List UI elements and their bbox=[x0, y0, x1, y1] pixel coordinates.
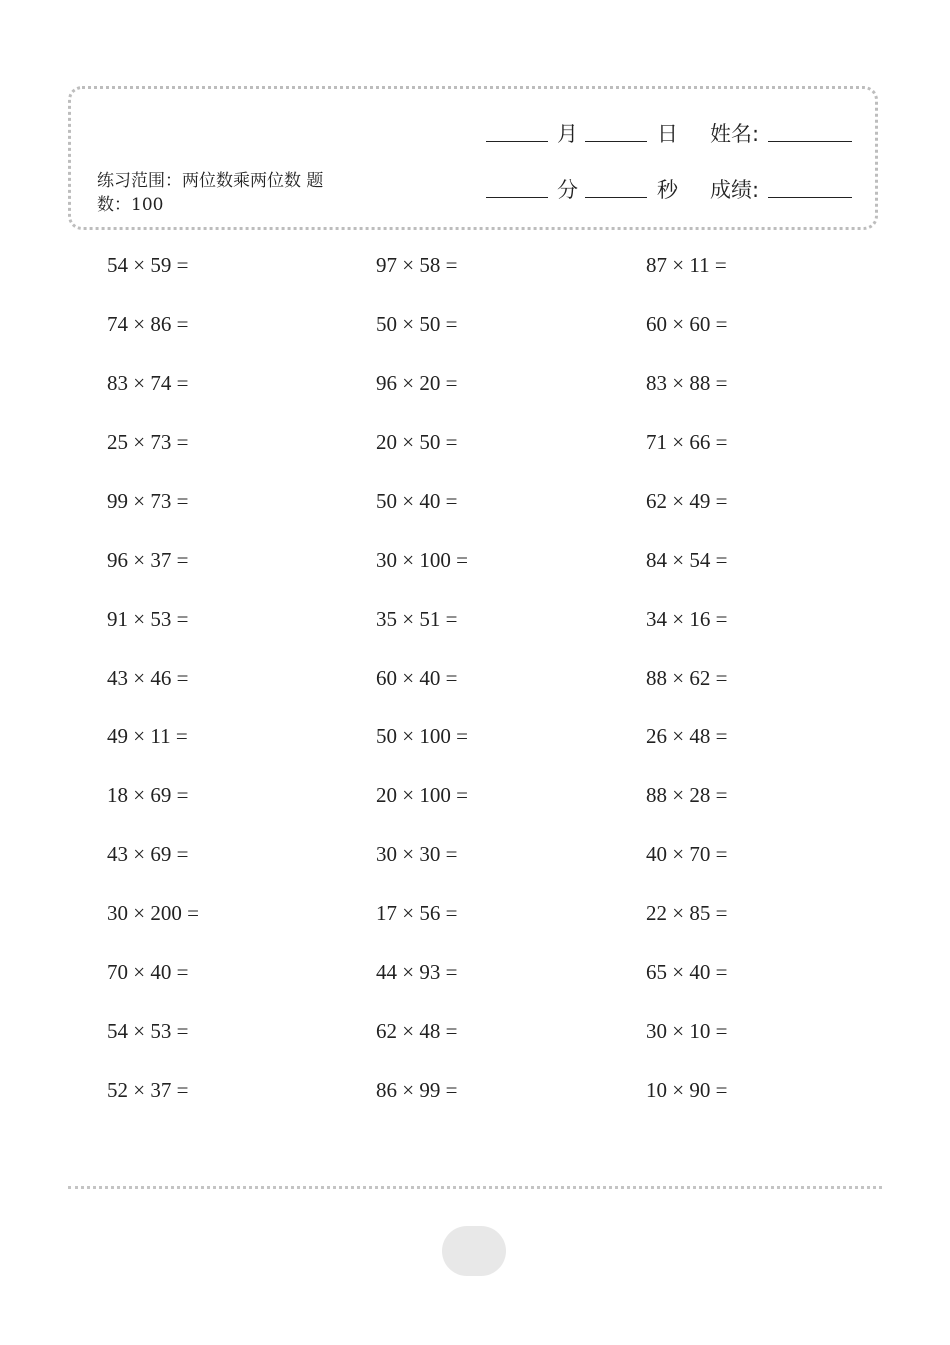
math-problem: 34 × 16 = bbox=[646, 606, 728, 631]
math-problem: 60 × 60 = bbox=[646, 311, 728, 336]
math-problem: 99 × 73 = bbox=[107, 488, 189, 513]
math-problem: 30 × 100 = bbox=[376, 547, 468, 572]
math-problem: 50 × 50 = bbox=[376, 311, 458, 336]
math-problem: 70 × 40 = bbox=[107, 960, 189, 985]
math-problem: 52 × 37 = bbox=[107, 1078, 189, 1103]
math-problem: 74 × 86 = bbox=[107, 311, 189, 336]
math-problem: 50 × 100 = bbox=[376, 724, 468, 749]
question-count-value: 100 bbox=[131, 195, 164, 215]
name-label: 姓名: bbox=[710, 122, 760, 146]
math-problem: 18 × 69 = bbox=[107, 783, 189, 808]
math-problem: 97 × 58 = bbox=[376, 253, 458, 277]
math-problem: 44 × 93 = bbox=[376, 960, 458, 985]
math-problem: 88 × 62 = bbox=[646, 665, 728, 690]
math-problem: 96 × 20 = bbox=[376, 370, 458, 395]
math-problem: 88 × 28 = bbox=[646, 783, 728, 808]
math-problem: 62 × 48 = bbox=[376, 1019, 458, 1044]
math-problem: 30 × 200 = bbox=[107, 901, 199, 926]
math-problem: 10 × 90 = bbox=[646, 1078, 728, 1103]
math-problem: 35 × 51 = bbox=[376, 606, 458, 631]
math-problem: 83 × 74 = bbox=[107, 370, 189, 395]
day-label: 日 bbox=[657, 122, 678, 146]
question-count-label: 数： bbox=[97, 195, 131, 215]
math-problem: 17 × 56 = bbox=[376, 901, 458, 926]
math-problem: 40 × 70 = bbox=[646, 842, 728, 867]
math-problem: 65 × 40 = bbox=[646, 960, 728, 985]
math-problem: 49 × 11 = bbox=[107, 724, 188, 749]
math-problem: 62 × 49 = bbox=[646, 488, 728, 513]
math-problem: 43 × 69 = bbox=[107, 842, 189, 867]
math-problem: 91 × 53 = bbox=[107, 606, 189, 631]
math-problem: 20 × 100 = bbox=[376, 783, 468, 808]
minute-label: 分 bbox=[557, 178, 578, 202]
math-problem: 96 × 37 = bbox=[107, 547, 189, 572]
math-problem: 30 × 10 = bbox=[646, 1019, 728, 1044]
page-number-badge bbox=[442, 1226, 506, 1276]
math-problem: 83 × 88 = bbox=[646, 370, 728, 395]
math-problem: 50 × 40 = bbox=[376, 488, 458, 513]
math-problem: 30 × 30 = bbox=[376, 842, 458, 867]
math-problem: 26 × 48 = bbox=[646, 724, 728, 749]
second-label: 秒 bbox=[657, 178, 678, 202]
math-problem: 54 × 59 = bbox=[107, 253, 189, 277]
score-label: 成绩: bbox=[710, 178, 760, 202]
math-problem: 43 × 46 = bbox=[107, 665, 189, 690]
math-problem: 87 × 11 = bbox=[646, 253, 727, 277]
footer-divider bbox=[68, 1186, 882, 1189]
math-problem: 86 × 99 = bbox=[376, 1078, 458, 1103]
math-problem: 54 × 53 = bbox=[107, 1019, 189, 1044]
math-problem: 25 × 73 = bbox=[107, 429, 189, 454]
math-problem: 71 × 66 = bbox=[646, 429, 728, 454]
math-problem: 84 × 54 = bbox=[646, 547, 728, 572]
math-problem: 60 × 40 = bbox=[376, 665, 458, 690]
math-problem: 20 × 50 = bbox=[376, 429, 458, 454]
month-label: 月 bbox=[557, 122, 578, 146]
practice-range-label: 练习范围：两位数乘两位数 题 bbox=[97, 171, 324, 191]
math-problem: 22 × 85 = bbox=[646, 901, 728, 926]
